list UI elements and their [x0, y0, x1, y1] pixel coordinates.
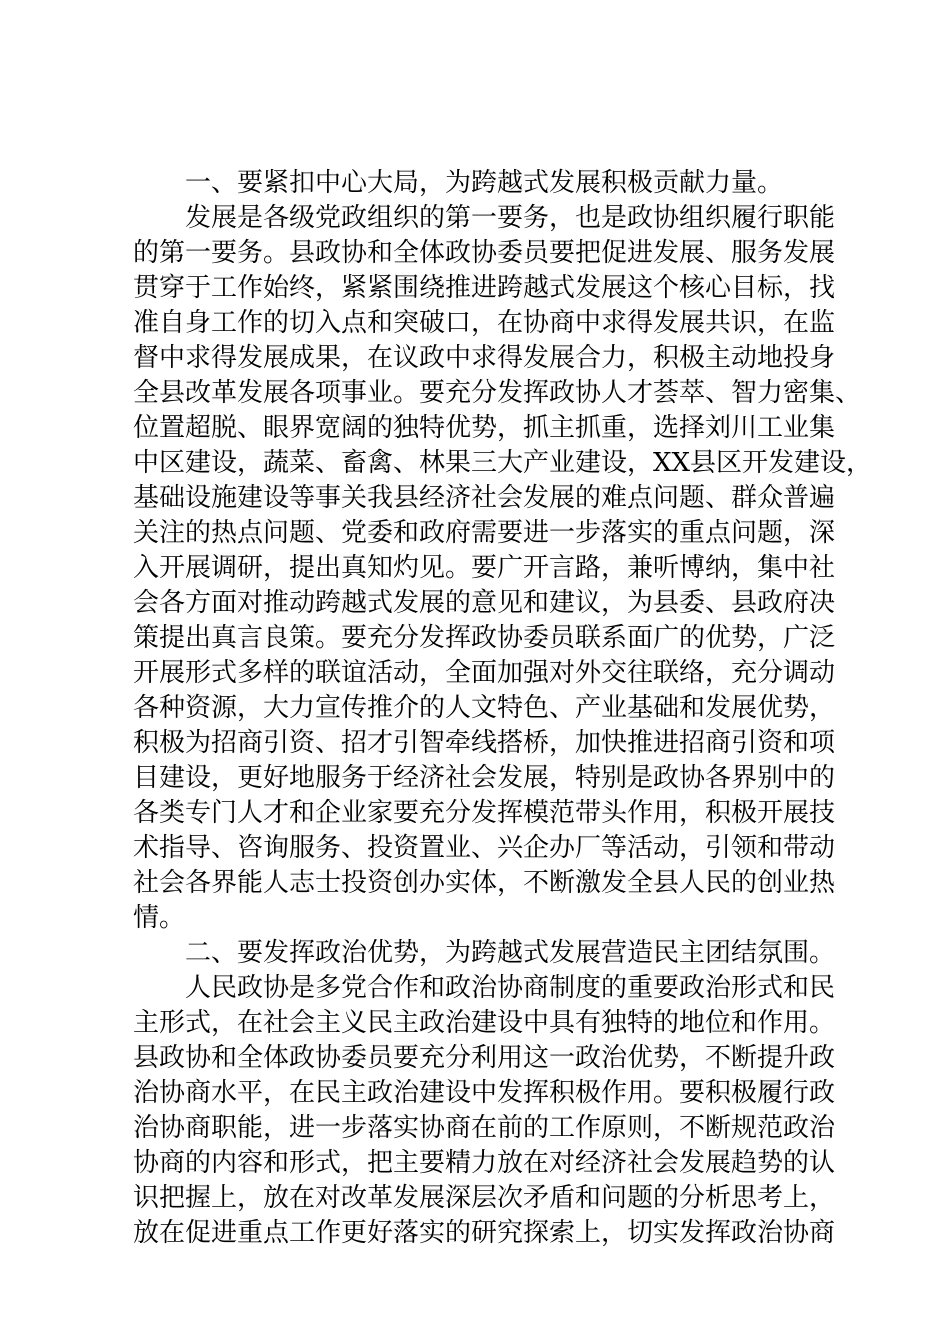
section-heading: 二、要发挥政治优势，为跨越式发展营造民主团结氛围。 — [133, 938, 836, 968]
text-line: 策提出真言良策。要充分发挥政协委员联系面广的优势，广泛 — [133, 623, 836, 653]
text-line: 入开展调研，提出真知灼见。要广开言路，兼听博纳，集中社 — [133, 553, 836, 583]
text-line: 治协商职能，进一步落实协商在前的工作原则，不断规范政治 — [133, 1113, 836, 1143]
text-line: 识把握上，放在对改革发展深层次矛盾和问题的分析思考上， — [133, 1183, 836, 1213]
text-line: 中区建设，蔬菜、畜禽、林果三大产业建设，XX县区开发建设， — [133, 448, 873, 478]
text-line: 目建设，更好地服务于经济社会发展，特别是政协各界别中的 — [133, 763, 836, 793]
text-line: 发展是各级党政组织的第一要务，也是政协组织履行职能 — [133, 203, 836, 233]
text-line: 关注的热点问题、党委和政府需要进一步落实的重点问题，深 — [133, 518, 836, 548]
text-line: 人民政协是多党合作和政治协商制度的重要政治形式和民 — [133, 973, 836, 1003]
text-line: 开展形式多样的联谊活动，全面加强对外交往联络，充分调动 — [133, 658, 836, 688]
text-line: 贯穿于工作始终，紧紧围绕推进跨越式发展这个核心目标，找 — [133, 273, 836, 303]
text-line: 位置超脱、眼界宽阔的独特优势，抓主抓重，选择刘川工业集 — [133, 413, 836, 443]
text-line: 各种资源，大力宣传推介的人文特色、产业基础和发展优势， — [133, 693, 836, 723]
text-line: 会各方面对推动跨越式发展的意见和建议，为县委、县政府决 — [133, 588, 836, 618]
text-line: 全县改革发展各项事业。要充分发挥政协人才荟萃、智力密集、 — [133, 378, 862, 408]
text-line: 主形式，在社会主义民主政治建设中具有独特的地位和作用。 — [133, 1008, 836, 1038]
text-line: 积极为招商引资、招才引智牵线搭桥，加快推进招商引资和项 — [133, 728, 836, 758]
text-line: 协商的内容和形式，把主要精力放在对经济社会发展趋势的认 — [133, 1148, 836, 1178]
text-line: 县政协和全体政协委员要充分利用这一政治优势，不断提升政 — [133, 1043, 836, 1073]
text-line: 放在促进重点工作更好落实的研究探索上，切实发挥政治协商 — [133, 1218, 836, 1248]
text-line: 一、要紧扣中心大局，为跨越式发展积极贡献力量。 — [133, 168, 784, 198]
text-line: 各类专门人才和企业家要充分发挥模范带头作用，积极开展技 — [133, 798, 836, 828]
text-line: 治协商水平，在民主政治建设中发挥积极作用。要积极履行政 — [133, 1078, 836, 1108]
text-line: 社会各界能人志士投资创办实体，不断激发全县人民的创业热 — [133, 868, 836, 898]
text-line: 术指导、咨询服务、投资置业、兴企办厂等活动，引领和带动 — [133, 833, 836, 863]
text-line: 基础设施建设等事关我县经济社会发展的难点问题、群众普遍 — [133, 483, 836, 513]
text-line: 情。 — [133, 903, 186, 933]
text-line: 督中求得发展成果，在议政中求得发展合力，积极主动地投身 — [133, 343, 836, 373]
text-line: 的第一要务。县政协和全体政协委员要把促进发展、服务发展 — [133, 238, 836, 268]
text-line: 准自身工作的切入点和突破口，在协商中求得发展共识，在监 — [133, 308, 836, 338]
